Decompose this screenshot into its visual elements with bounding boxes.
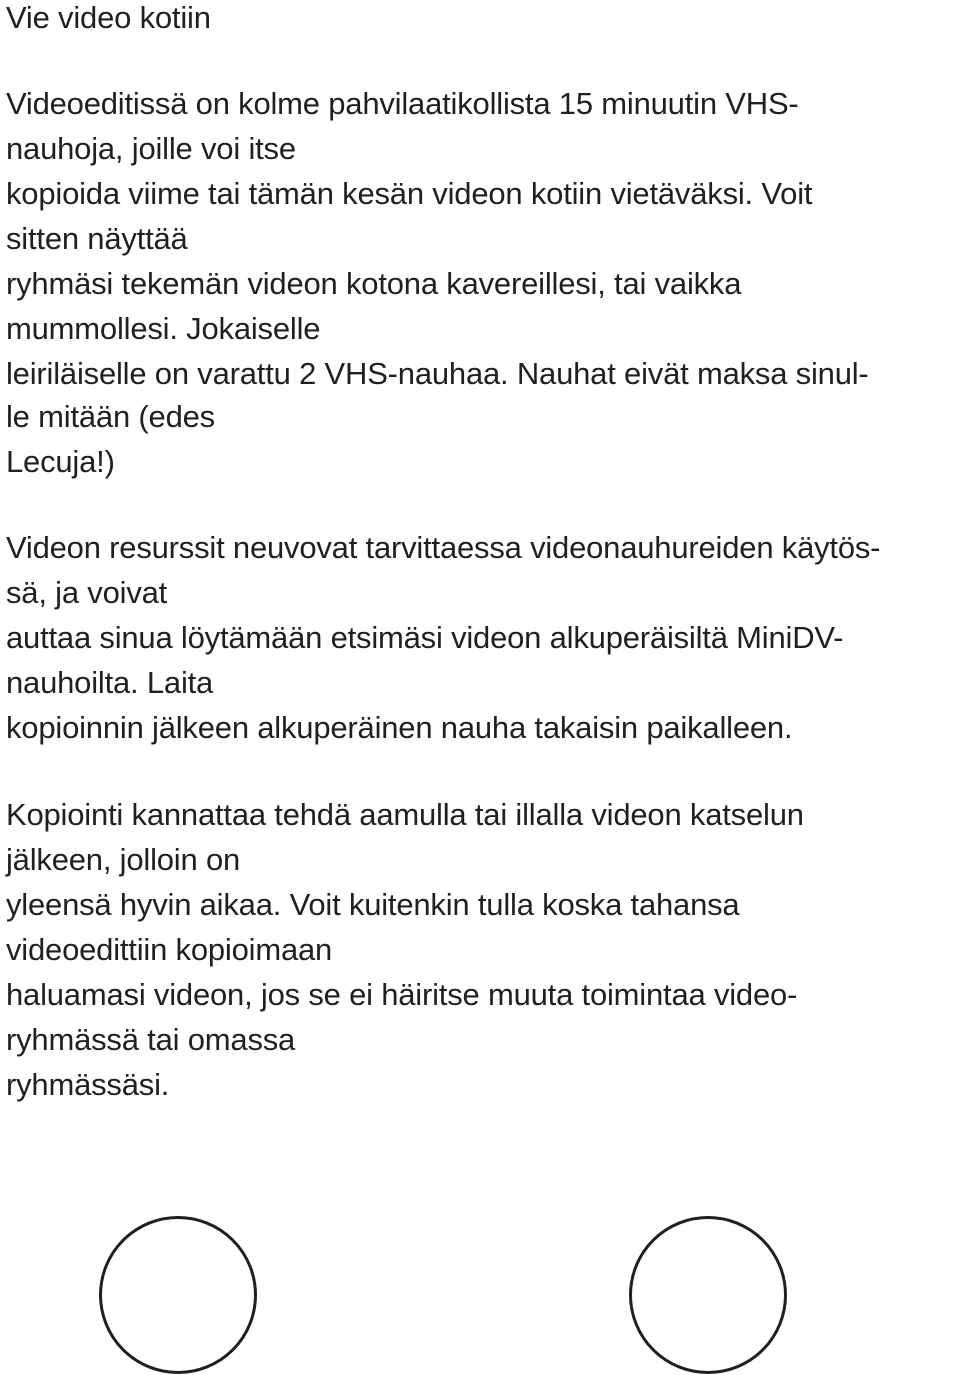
paragraph-2-line-4: nauhoilta. Laita <box>6 665 214 700</box>
circle-left-graphic <box>99 1216 257 1374</box>
page-title: Vie video kotiin <box>6 0 211 35</box>
paragraph-2-line-3: auttaa sinua löytämään etsimäsi videon alkuperäisiltä MiniDV- <box>6 620 844 655</box>
paragraph-1-line-1: Videoeditissä on kolme pahvilaatikollista 15 minuutin VHS- <box>6 86 799 121</box>
paragraph-3-line-1: Kopiointi kannattaa tehdä aamulla tai illalla videon katselun <box>6 797 804 832</box>
paragraph-2-line-1: Videon resurssit neuvovat tarvittaessa videonauhureiden käytös- <box>6 530 881 565</box>
paragraph-1-line-7: leiriläiselle on varattu 2 VHS-nauhaa. Nauhat eivät maksa sinul- <box>6 356 869 391</box>
paragraph-1-line-9: Lecuja!) <box>6 444 115 479</box>
paragraph-1-line-4: sitten näyttää <box>6 221 188 256</box>
paragraph-1-line-6: mummollesi. Jokaiselle <box>6 311 321 346</box>
paragraph-3-line-7: ryhmässäsi. <box>6 1067 170 1102</box>
paragraph-3-line-4: videoedittiin kopioimaan <box>6 932 333 967</box>
paragraph-3-line-6: ryhmässä tai omassa <box>6 1022 296 1057</box>
paragraph-3-line-2: jälkeen, jolloin on <box>6 842 241 877</box>
paragraph-3-line-5: haluamasi videon, jos se ei häiritse muuta toimintaa video- <box>6 977 798 1012</box>
paragraph-2-line-5: kopioinnin jälkeen alkuperäinen nauha takaisin paikalleen. <box>6 710 793 745</box>
paragraph-1-line-5: ryhmäsi tekemän videon kotona kavereillesi, tai vaikka <box>6 266 742 301</box>
paragraph-3-line-3: yleensä hyvin aikaa. Voit kuitenkin tulla koska tahansa <box>6 887 740 922</box>
circle-right-graphic <box>629 1216 787 1374</box>
paragraph-1-line-2: nauhoja, joille voi itse <box>6 131 296 166</box>
paragraph-2-line-2: sä, ja voivat <box>6 575 168 610</box>
paragraph-1-line-3: kopioida viime tai tämän kesän videon kotiin vietäväksi. Voit <box>6 176 813 211</box>
paragraph-1-line-8: le mitään (edes <box>6 399 215 434</box>
